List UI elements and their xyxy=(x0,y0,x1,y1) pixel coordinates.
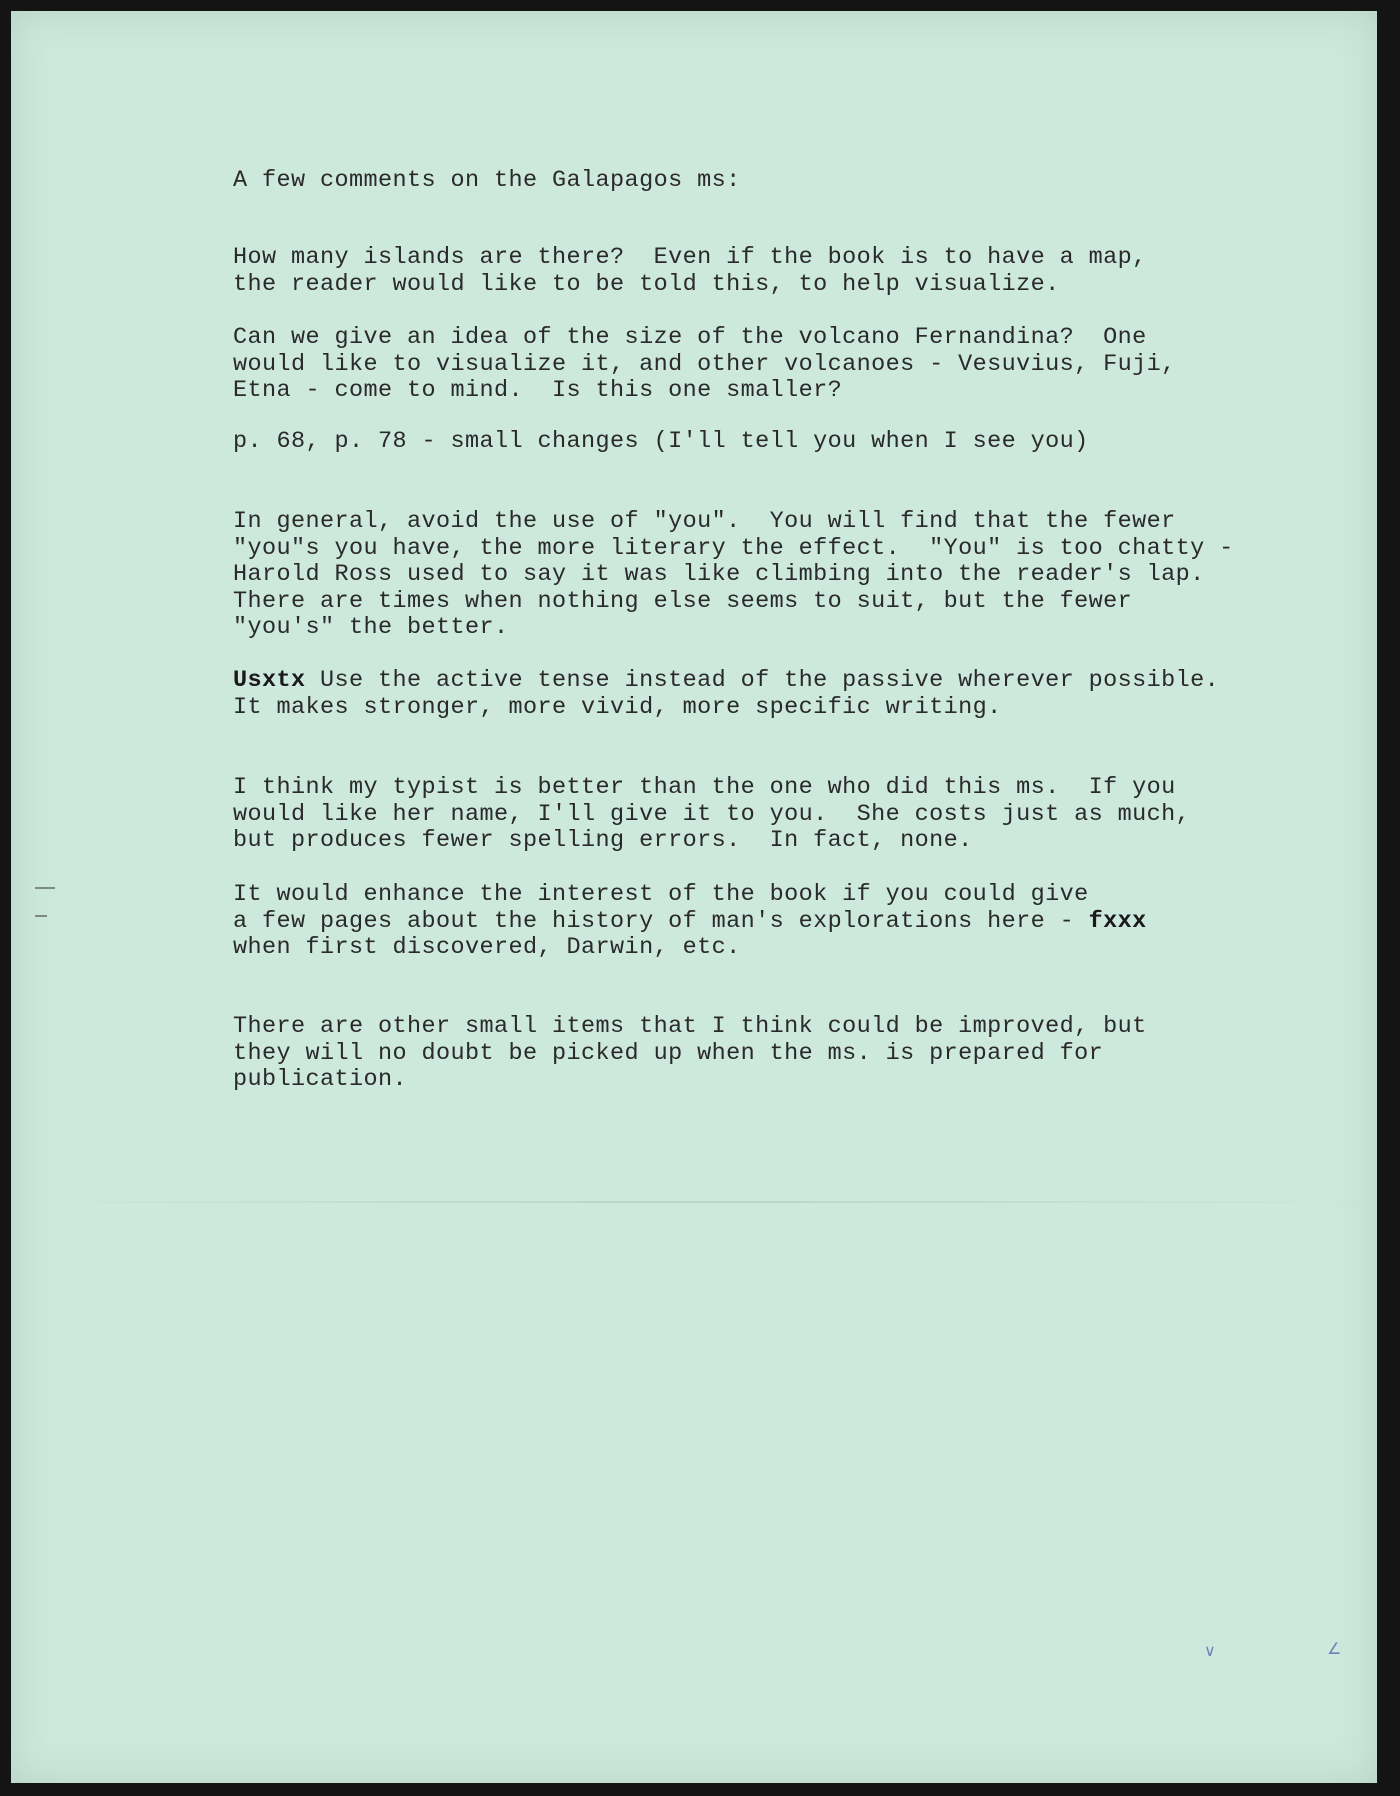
margin-mark xyxy=(35,915,47,917)
heading: A few comments on the Galapagos ms: xyxy=(233,167,741,194)
paragraph-history: It would enhance the interest of the book if you could give a few pages about the history of man's explorations here - fxxx when first discovered, Darwin, etc. xyxy=(233,881,1147,961)
paragraph-avoid-you: In general, avoid the use of "you". You will find that the fewer "you"s you have, the more literary the effect. "You" is too chatty - Harold Ross used to say it was like climbing into the reader's lap. There are times when nothing else seems to suit, but the fewer "you's" the better. xyxy=(233,508,1234,641)
paper-fold-line xyxy=(11,1201,1377,1203)
paragraph-typist: I think my typist is better than the one who did this ms. If you would like her name, I'll give it to you. She costs just as much, but produces fewer spelling errors. In fact, none. xyxy=(233,774,1191,854)
paragraph-active-tense: Usxtx Use the active tense instead of the passive wherever possible. It makes stronger, more vivid, more specific writing. xyxy=(233,667,1220,721)
paragraph-other-items: There are other small items that I think could be improved, but they will no doubt be picked up when the ms. is prepared for publication. xyxy=(233,1013,1147,1093)
pencil-mark-icon: ∠ xyxy=(1327,1639,1342,1658)
struck-out-text: Usxtx xyxy=(233,667,306,694)
pencil-check-mark-icon: ∨ xyxy=(1204,1641,1216,1660)
paragraph-volcano: Can we give an idea of the size of the volcano Fernandina? One would like to visualize it, and other volcanoes - Vesuvius, Fuji, Etna - come to mind. Is this one smaller? xyxy=(233,324,1176,404)
paragraph-islands: How many islands are there? Even if the book is to have a map, the reader would like to be told this, to help visualize. xyxy=(233,244,1147,298)
typed-letter-sheet xyxy=(11,11,1377,1783)
margin-mark xyxy=(35,887,55,889)
struck-out-text: fxxx xyxy=(1088,907,1147,935)
paragraph-page-changes: p. 68, p. 78 - small changes (I'll tell you when I see you) xyxy=(233,428,1089,455)
